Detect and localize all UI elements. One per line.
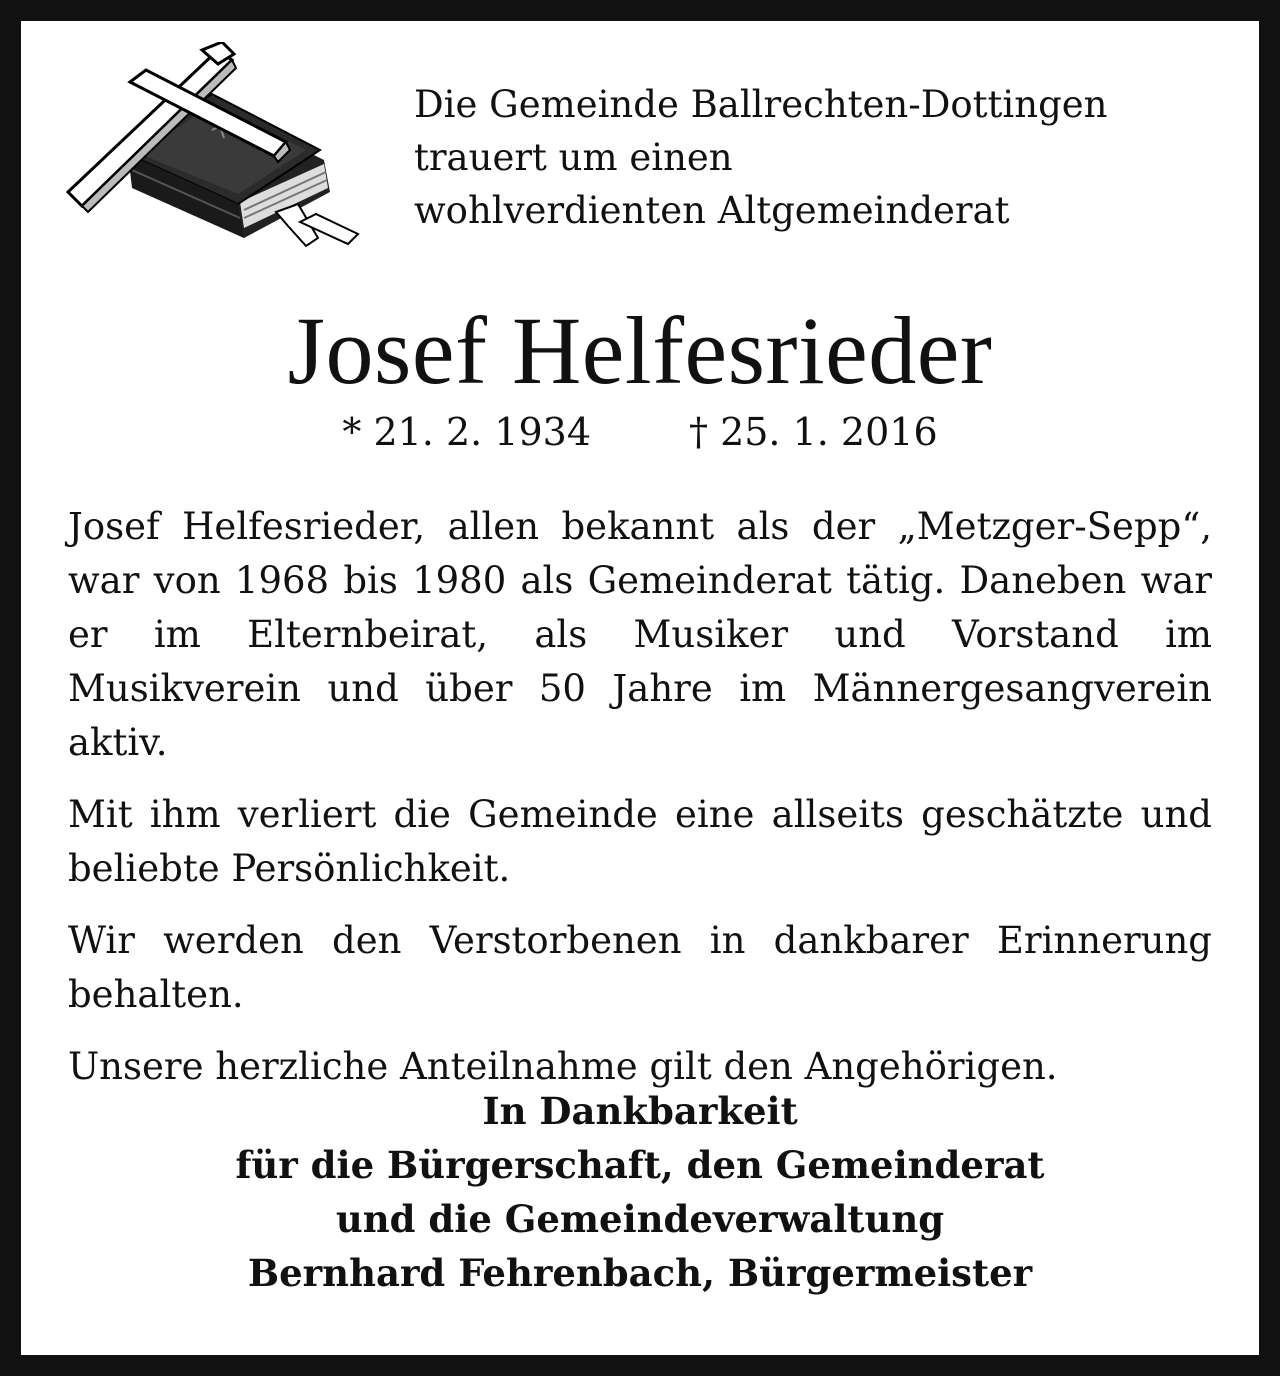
intro-line: wohlverdienten Altgemeinderat <box>414 189 1010 232</box>
closing-line: und die Gemeindeverwaltung <box>335 1197 945 1241</box>
body-paragraph: Wir werden den Verstorbenen in dankbarer Erinnerung behalten. <box>68 919 1212 1016</box>
intro-text <box>414 78 1194 237</box>
signatory: Bernhard Fehrenbach, Bürgermeister <box>247 1251 1033 1295</box>
obituary-body <box>68 500 1212 1112</box>
intro-line: trauert um einen <box>414 136 733 179</box>
cross-and-bible-icon <box>62 42 368 248</box>
birth-date: * 21. 2. 1934 <box>342 410 591 454</box>
body-paragraph: Mit ihm verliert die Gemeinde eine allseits geschätzte und beliebte Persönlichkeit. <box>68 793 1212 890</box>
closing-line: In Dankbarkeit <box>482 1089 798 1133</box>
deceased-name: Josef Helfesrieder <box>287 297 993 404</box>
closing-line: für die Bürgerschaft, den Gemeinderat <box>235 1143 1045 1187</box>
body-paragraph: Josef Helfesrieder, allen bekannt als der „Metzger-Sepp“, war von 1968 bis 1980 als Gemeinderat tätig. Daneben war er im Elternbeirat, als Musiker und Vorstand im Musikverein und über 50 Jahre im Männergesangverein aktiv. <box>68 505 1212 764</box>
body-paragraph: Unsere herzliche Anteilnahme gilt den Angehörigen. <box>68 1045 1058 1088</box>
intro-line: Die Gemeinde Ballrechten-Dottingen <box>414 83 1108 126</box>
death-date: † 25. 1. 2016 <box>689 410 938 454</box>
closing-signature <box>0 1084 1280 1300</box>
life-dates <box>0 404 1280 460</box>
